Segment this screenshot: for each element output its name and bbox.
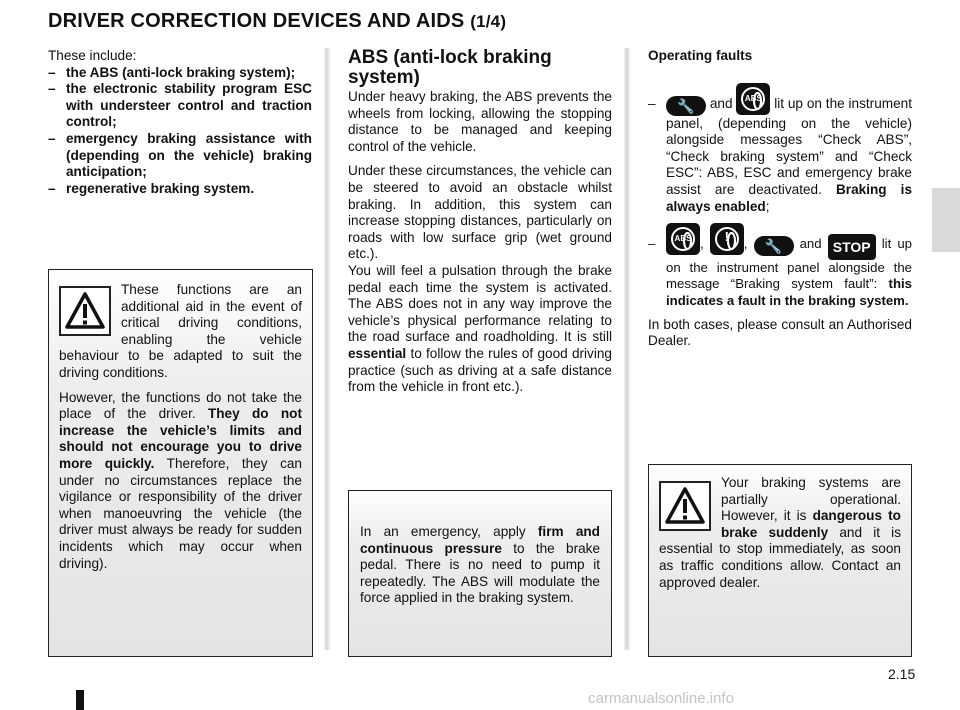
warning-text-2: However, the functions do not take the place of the driver. They do not increase the vehicle’s limits and should not encourage you to drive more quickly. Therefore, they can under no circumstances replace the vigilance or responsibility of the driver when manoeuvring the vehicle (the driver must always be ready for sudden incidents which may occur when driving). xyxy=(59,389,302,571)
page-title-part: (1/4) xyxy=(470,12,507,31)
fault-item-2: – ABS , ! , 🔧 and STOP lit up on the instrument panel alongside the message “Braking system fault”: this indicates a fault in the braking system. xyxy=(648,223,912,309)
list-item: – the ABS (anti-lock braking system); xyxy=(48,64,296,80)
column-divider xyxy=(324,48,330,650)
abs-paragraph-2: Under these circumstances, the vehicle can be steered to avoid an obstacle whilst braking. In addition, this system can increase stopping distances, particularly on roads with low surface grip (wet ground etc.). xyxy=(348,163,612,262)
column-abs xyxy=(348,48,612,404)
emergency-text: In an emergency, apply firm and continuous pressure to the brake pedal. There is no need to pump it repeatedly. The ABS will modulate the force applied in the braking system. xyxy=(360,524,601,606)
abs-paragraph-3: You will feel a pulsation through the brake pedal each time the system is activated. The ABS does not in any way improve the vehicle’s physical performance relating to the road surface and roadholding. It is still essential to follow the rules of good driving practice (such as driving at a safe distance from the vehicle in front etc.). xyxy=(348,262,612,395)
abs-warning-icon: ABS xyxy=(666,223,700,255)
intro-lead: These include: xyxy=(48,48,137,63)
stop-warning-icon: STOP xyxy=(828,234,876,260)
list-item: – emergency braking assistance with (depending on the vehicle) braking anticipation; xyxy=(48,130,312,180)
list-item: – the electronic stability program ESC with understeer control and traction control; xyxy=(48,81,312,130)
page-number: 2.15 xyxy=(888,666,916,682)
warning-text-1: These functions are an additional aid in the event of critical driving conditions, enabling the vehicle behaviour to be adapted to suit the driving conditions. xyxy=(59,282,302,380)
corner-mark xyxy=(76,690,84,710)
column-faults xyxy=(648,48,912,358)
wrench-warning-icon: 🔧 xyxy=(754,236,794,256)
abs-warning-icon: ABS xyxy=(736,83,770,115)
wrench-warning-icon: 🔧 xyxy=(666,96,706,116)
warning-triangle-icon xyxy=(59,286,111,336)
column-intro xyxy=(48,48,312,197)
warning-box-driving xyxy=(48,269,313,657)
brake-warning-icon: ! xyxy=(710,223,744,255)
faults-heading: Operating faults xyxy=(648,48,753,63)
watermark: carmanualsonline.info xyxy=(588,690,734,707)
abs-heading: ABS (anti-lock braking system) xyxy=(348,47,552,88)
emergency-info-box xyxy=(348,490,612,657)
faults-closing: In both cases, please consult an Authorised Dealer. xyxy=(648,316,912,349)
braking-warning-text: Your braking systems are partially operational. However, it is dangerous to brake suddenly and it is essential to stop immediately, as soon as traffic conditions allow. Contact an approved dealer. xyxy=(659,475,901,590)
page-title-text: DRIVER CORRECTION DEVICES AND AIDS xyxy=(48,10,465,32)
warning-triangle-icon xyxy=(659,481,711,531)
column-divider xyxy=(624,48,630,650)
intro-list xyxy=(48,65,312,198)
abs-paragraph-1: Under heavy braking, the ABS prevents the wheels from locking, allowing the stopping distance to be managed and keeping control of the vehicle. xyxy=(348,89,612,154)
fault-item-1: – 🔧 and ABS lit up on the instrument panel, (depending on the vehicle) alongside messages “Check ABS”, “Check braking system” and “Check ESC”: ABS, ESC and emergency brake assist are deactivated. Braking is always enabled; xyxy=(648,83,912,216)
page-title xyxy=(48,10,506,33)
section-tab-marker xyxy=(932,188,960,252)
warning-box-braking xyxy=(648,464,912,657)
list-item: – regenerative braking system. xyxy=(48,180,255,196)
